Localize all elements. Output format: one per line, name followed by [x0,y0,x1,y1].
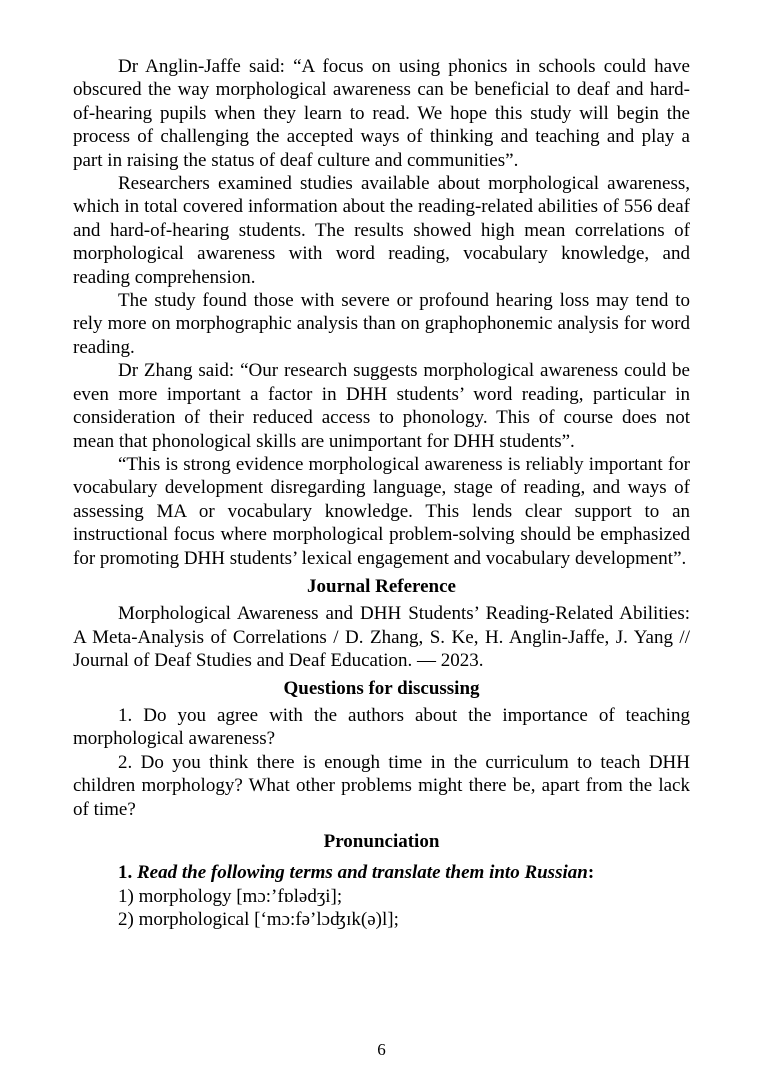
page-number: 6 [377,1040,386,1059]
questions-heading: Questions for discussing [283,677,480,699]
pronunciation-task [73,861,690,884]
task-colon: : [587,862,595,884]
paragraph-zhang-quote: Dr Zhang said: “Our research suggests morphological awareness could be even more important a factor in DHH students’ word reading, particular in consideration of their reduced access to phonology. This of course does not mean that phonological skills are unimportant for DHH students”. [73,360,690,452]
journal-reference-text: Morphological Awareness and DHH Students’ Reading-Related Abilities: A Meta-Analysis of Correlations / D. Zhang, S. Ke, H. Anglin-Jaffe, J. Yang // Journal of Deaf Studies and Deaf Education. — 2023. [73,603,690,672]
task-number: 1. [118,862,133,884]
term-item-1: 1) morphology [mɔ:’fɒlədʒi]; [118,885,343,907]
question-item-1: 1. Do you agree with the authors about the importance of teaching morphological awareness? [73,704,690,750]
pronunciation-heading: Pronunciation [323,831,440,852]
paragraph-researchers-examined: Researchers examined studies available about morphological awareness, which in total covered information about the reading-related abilities of 556 deaf and hard-of-hearing students. The results showed high mean correlations of morphological awareness with word reading, vocabulary knowledge, and reading comprehension. [73,173,690,288]
term-item-2: 2) morphological [‘mɔ:fə’lɔʤɪk(ə)l]; [118,909,399,931]
journal-reference-heading: Journal Reference [307,575,456,597]
paragraph-strong-evidence: “This is strong evidence morphological awareness is reliably important for vocabulary development disregarding language, stage of reading, and ways of assessing MA or vocabulary knowledge. This lends clear support to an instructional focus where morphological problem-solving should be emphasized for promoting DHH students’ lexical engagement and vocabulary development”. [73,453,690,569]
paragraph-anglin-jaffe-quote: Dr Anglin-Jaffe said: “A focus on using phonics in schools could have obscured the way morphological awareness can be beneficial to deaf and hard-of-hearing pupils when they learn to read. We hope this study will begin the process of challenging the accepted ways of thinking and teaching and play a part in raising the status of deaf culture and communities”. [73,56,690,171]
task-instruction: Read the following terms and translate them into Russian [137,862,588,884]
question-item-2: 2. Do you think there is enough time in the curriculum to teach DHH children morphology? What other problems might there be, apart from the lack of time? [73,751,690,820]
paragraph-study-found: The study found those with severe or profound hearing loss may tend to rely more on morphographic analysis than on graphophonemic analysis for word reading. [73,290,690,358]
document-page [73,55,690,932]
